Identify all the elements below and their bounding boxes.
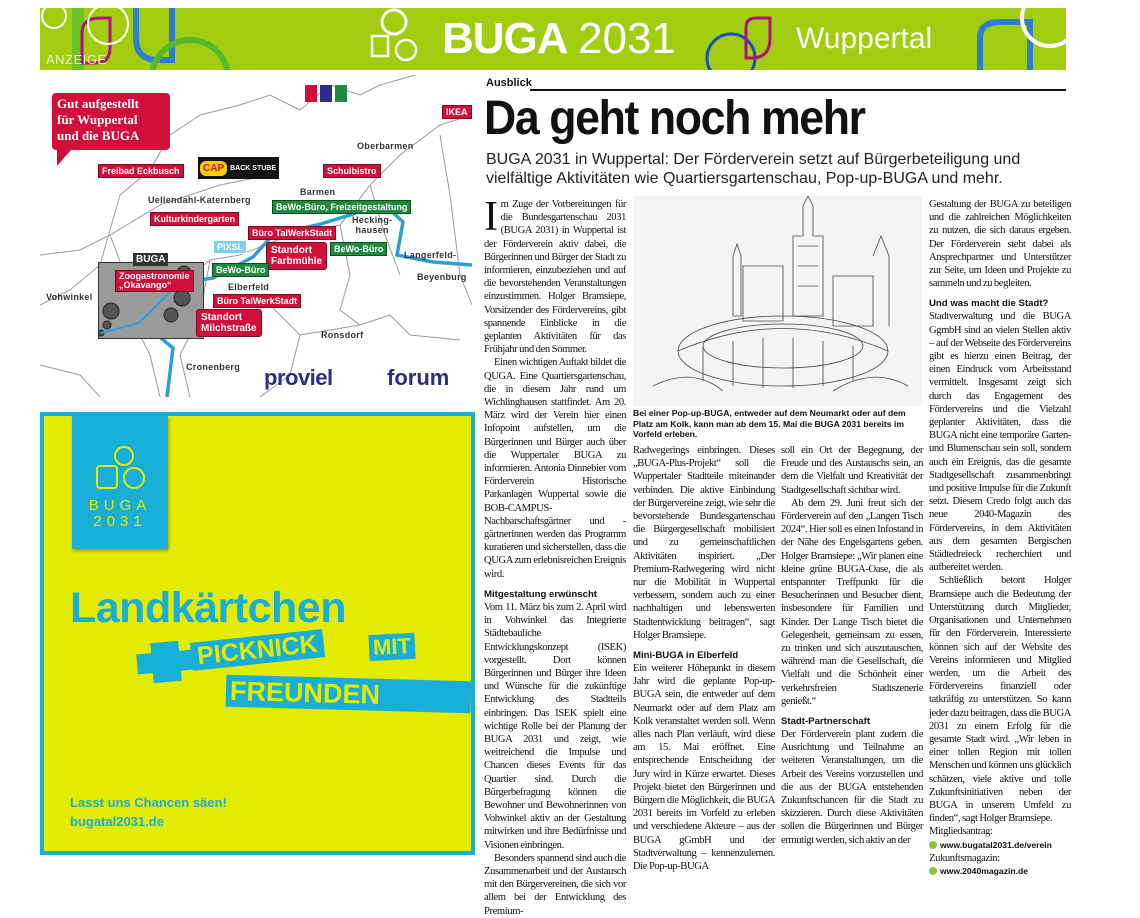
place-barmen: Barmen [300, 187, 336, 197]
tag-standort-farbmuehle: Standort Farbmühle [266, 242, 327, 270]
buga-logo-icon [94, 444, 146, 492]
paragraph: Besonders spannend sind auch die Zusammenarbeit und der Austausch mit den Bürgervereinen, die sich vor allem bei der Entwicklung des Premium- [484, 852, 626, 917]
section-kicker: Ausblick [486, 77, 532, 89]
tag-talwerkstadt-bottom: Büro TalWerkStadt [213, 294, 301, 308]
backstube-logo: BACK STUBE [230, 164, 277, 172]
paragraph: Der Förderverein plant zudem die Ausrichtung und Teilnahme an weiteren Veranstaltungen, um die Arbeit des Vereins vorzustellen und die aus der BUGA entstehenden Zukunftschancen für die Stadt zu skizzieren. Durch diese Aktivitäten sollen die Bürgerinnen und Bürger ermutigt werden, sich aktiv an der [781, 729, 923, 846]
banner-year: 2031 [578, 14, 676, 63]
map-title-line: Gut aufgestellt [57, 96, 139, 111]
paragraph: soll ein Ort der Begegnung, der Freude und des Austauschs sein, an dem die Vielfalt und Kreativität der Stadtgesellschaft sichtbar wird. [781, 445, 923, 496]
tag-bewo-freizeit: BeWo-Büro, Freizeitgestaltung [272, 200, 411, 214]
membership-label: Mitgliedsantrag: [929, 826, 993, 838]
color-square-green [335, 85, 347, 102]
ad-slogan: Lasst uns Chancen säen! [70, 795, 227, 810]
ad-label: ANZEIGE [46, 52, 107, 67]
kicker-rule [530, 89, 1066, 91]
paragraph: Im Zuge der Vorbereitungen für die Bundesgartenschau 2031 (BUGA 2031) in Wuppertal ist der Förderverein aktiv dabei, die Bürgerinnen und Bürger der Stadt zu informieren, einzubeziehen und auf die bevorstehenden Veranstaltungen einzustimmen. Holger Bramsiepe, Vorsitzender des Fördervereins, gibt spannende Einblicke in die geplanten Aktivitäten für das Frühjahr und den Sommer. [484, 194, 626, 356]
paragraph: Vom 11. März bis zum 2. April wird in Vohwinkel das Integrierte Städtebauliche Entwicklungskonzept (ISEK) vorgestellt. Dort können Bürgerinnen und Bürger ihre Ideen und Wünsche für die zukünftige Entwicklung des Stadtteils einbringen. Das ISEK spielt eine wichtige Rolle bei der Planung der BUGA 2031 und zeigt, wie weitreichend die Impulse und Chancen dieses Events für das Quartier sind. Durch die Bürgerbefragung können die Bewohner und Bewohnerinnen von Vohwinkel aktiv an der Gestaltung mitwirken und ihre Bedürfnisse und Visionen einbringen. [484, 601, 626, 851]
map-title-line: und die BUGA [57, 128, 140, 143]
subheading: Mitgestaltung erwünscht [484, 588, 597, 600]
map-title-line: für Wuppertal [57, 112, 138, 127]
paragraph: Ein weiterer Höhepunkt in diesem Jahr wird die geplante Pop-up-BUGA sein, die entweder auf dem Neumarkt oder auf dem Platz am Kolk veranstaltet werden soll. Wenn alles nach Plan verläuft, wird diese am 15. Mai eröffnet. Eine entsprechende Entscheidung der Jury wird in Kürze erwartet. Dieses Projekt bietet den Bürgerinnen und Bürgern die Möglichkeit, die BUGA 2031 bereits im Vorfeld zu erleben und verschiedene Akteure – aus der BUGA gGmbH und der Stadtverwaltung – kennenzulernen. Die Pop-up-BUGA [633, 663, 775, 873]
article-column-1 [484, 194, 626, 918]
membership-link[interactable]: www.bugatal2031.de/verein [929, 839, 1071, 852]
tag-bewo-right: BeWo-Büro [330, 242, 387, 256]
drop-cap: I [484, 194, 498, 240]
tag-freibad-eckbusch: Freibad Eckbusch [98, 164, 184, 178]
banner-brand: BUGA [442, 14, 568, 63]
paragraph: Ab dem 29. Juni freut sich der Förderverein auf den „Langen Tisch 2024“. Hier soll es einen Infostand in der Nähe des Engelsgartens geben. Holger Bramsiepe: „Wir planen eine kleine grüne BUGA-Oase, die als entspannter Treffpunkt für die Besucherinnen und Besucher dient, insbesondere für Familien und Kinder. Der Lange Tisch bietet die Gelegenheit, gemeinsam zu essen, zu trinken und sich auszutauschen, während man die Gesellschaft, die Vielfalt und die Schönheit einer verkehrsfreien Stadtszenerie genießt.“ [781, 497, 923, 707]
callout-pointer [57, 150, 71, 166]
locations-map [40, 75, 472, 397]
place-oberbarmen: Oberbarmen [357, 141, 414, 151]
tag-kulturkindergarten: Kulturkindergarten [150, 212, 239, 226]
ad-freunden: FREUNDEN [226, 675, 472, 713]
subheading: Stadt-Partnerschaft [781, 716, 871, 728]
subheading: Mini-BUGA in Elberfeld [633, 650, 739, 662]
place-vohwinkel: Vohwinkel [46, 292, 93, 302]
buga-logo-text: BUGA 2031 [88, 497, 152, 530]
article-headline: Da geht noch mehr [484, 92, 865, 145]
tag-standort-milchstrasse: Standort Milchstraße [196, 309, 262, 337]
article-column-4 [929, 198, 1071, 878]
article-photo-sketch [633, 196, 922, 406]
web-icon [929, 867, 937, 875]
magazine-label: Zukunftsmagazin: [929, 852, 1000, 864]
article-column-3 [781, 444, 923, 847]
buga-banner [40, 8, 1066, 70]
photo-caption: Bei einer Pop-up-BUGA, entweder auf dem Neumarkt oder auf dem Platz am Kolk, kann man ab dem 15. Mai die BUGA 2031 bereits im Vorfeld erleben. [633, 408, 906, 439]
article-column-2 [633, 444, 775, 873]
ad-headline: Landkärtchen [70, 584, 346, 632]
place-uellendahl: Uellendahl-Katernberg [148, 195, 251, 205]
paragraph: Stadtverwaltung und die BUGA GgmbH sind an vielen Stellen aktiv – auf der Webseite des Fördervereins gibt es hierzu einen Beitrag, der einen Eindruck vom Arbeitsstand vermittelt. Insgesamt zeigt sich durch das Engagement des Fördervereins und die Vielzahl geplanter Aktivitäten, dass die BUGA nicht eine temporäre Garten- und Blumenschau sein soll, sondern auch ein Ereignis, das die gesamte Stadtgesellschaft zusammenbringt und positive Impulse für die Zukunft setzt. Diesem Credo folgt auch das neue 2040-Magazin des Fördervereins, in dem Aktivitäten aus dem gesamten Bergischen Städtedreieck recherchiert und aufbereitet werden. [929, 311, 1071, 574]
magazine-link[interactable]: www.2040magazin.de [929, 865, 1071, 878]
place-cronenberg: Cronenberg [186, 362, 241, 372]
paragraph: Gestaltung der BUGA zu beteiligen und die zahlreichen Möglichkeiten zu nutzen, die sich daraus ergeben. Der Förderverein steht dabei als Ansprechpartner und Unterstützer zur Seite, um Ideen und Projekte zu sammeln und zu begleiten. [929, 199, 1071, 290]
article-subheadline: BUGA 2031 in Wuppertal: Der Förderverein setzt auf Bürgerbeteiligung und vielfältige Aktivitäten wie Quartiersgartenschau, Pop-up-BUGA und mehr. [486, 151, 1021, 187]
ad-url[interactable]: bugatal2031.de [70, 814, 164, 829]
paragraph: Schließlich betont Holger Bramsiepe auch die Bedeutung der Unterstützung durch Mitglieder, Organisationen und Unternehmen für den Förderverein. Interessierte können sich auf der Website des Vereins informieren und Mitglied werden, um die Arbeit des Fördervereins finanziell oder tatkräftig zu unterstützen. So kann jeder dazu beitragen, dass die BUGA 2031 zu einem Erfolg für die gesamte Stadt wird. „Wir leben in einer tollen Region mit tollen Menschen und können uns glücklich schätzen, viele aktive und tolle Zukunftsinitiativen neben der BUGA in unserem Umfeld zu finden“, sagt Holger Bramsiepe. [929, 575, 1071, 825]
tag-bewo-center: BeWo-Büro [212, 263, 269, 277]
tag-zoogastronomie: Zoogastronomie „Okavango“ [115, 270, 194, 292]
buga-area-label: BUGA [133, 253, 168, 266]
place-heckinghausen: Hecking- hausen [352, 215, 393, 235]
banner-city: Wuppertal [796, 22, 933, 55]
tag-talwerkstadt-top: Büro TalWerkStadt [248, 226, 336, 240]
pixsl-logo: PIXSL [213, 240, 247, 254]
web-icon [929, 841, 937, 849]
paragraph: Radwegerings einbringen. Dieses „BUGA-Plus-Projekt“ soll die Wuppertaler Stadtteile miteinander verbinden. Die aktive Einbindung der Bürgervereine zeigt, wie sehr die bevorstehende Bundesgartenschau die Bürgergesellschaft mobilisiert und zu gemeinschaftlichen Aktivitäten inspiriert. „Der Premium-Radwegering wird nicht nur die Mobilität in Wuppertal verbessern, sondern auch zu einer nachhaltigen und lebenswerten Stadtentwicklung beitragen“, sagt Holger Bramsiepe. [633, 445, 775, 641]
plus-sign-bar [136, 650, 194, 675]
place-ronsdorf: Ronsdorf [321, 330, 364, 340]
color-square-blue [320, 85, 332, 102]
proviel-logo: proviel [264, 365, 333, 390]
place-elberfeld: Elberfeld [228, 282, 270, 292]
sketch-illustration [633, 196, 922, 406]
place-beyenburg: Beyenburg [417, 272, 467, 282]
cap-backstube-logo [198, 157, 279, 179]
paragraph: Einen wichtigen Auftakt bildet die QUGA. Eine Quartiersgartenschau, die in diesem Jahr rund um Wichlinghausen stattfindet. Am 20. März wird der Verein hier einen Infopoint aufstellen, um die Bürgerinnen und Bürger auch über die Wuppertaler BUGA zu informieren. Antonia Dinnebier vom Förderverein Historische Parkanlagen Wuppertal sowie die BOB-CAMPUS-Nachbarschaftsgärtner und -gärtnerinnen werden das Programm kuratieren und sicherstellen, dass die QUGA zum erlebnisreichen Ereignis wird. [484, 357, 626, 580]
ad-picknick: PICKNICK [190, 629, 325, 671]
buga-logo-tile [72, 416, 168, 549]
subheading: Und was macht die Stadt? [929, 298, 1049, 310]
buga-advertisement [40, 412, 475, 855]
cap-logo: CAP [200, 161, 227, 176]
color-square-red [305, 85, 317, 102]
tag-ikea: IKEA [442, 105, 472, 119]
ad-mit: MIT [368, 633, 415, 661]
tag-schulbistro: Schulbistro [323, 164, 381, 178]
map-title-callout [52, 93, 170, 150]
place-langerfeld: Langerfeld- [404, 250, 457, 260]
forum-logo: forum [387, 365, 450, 390]
